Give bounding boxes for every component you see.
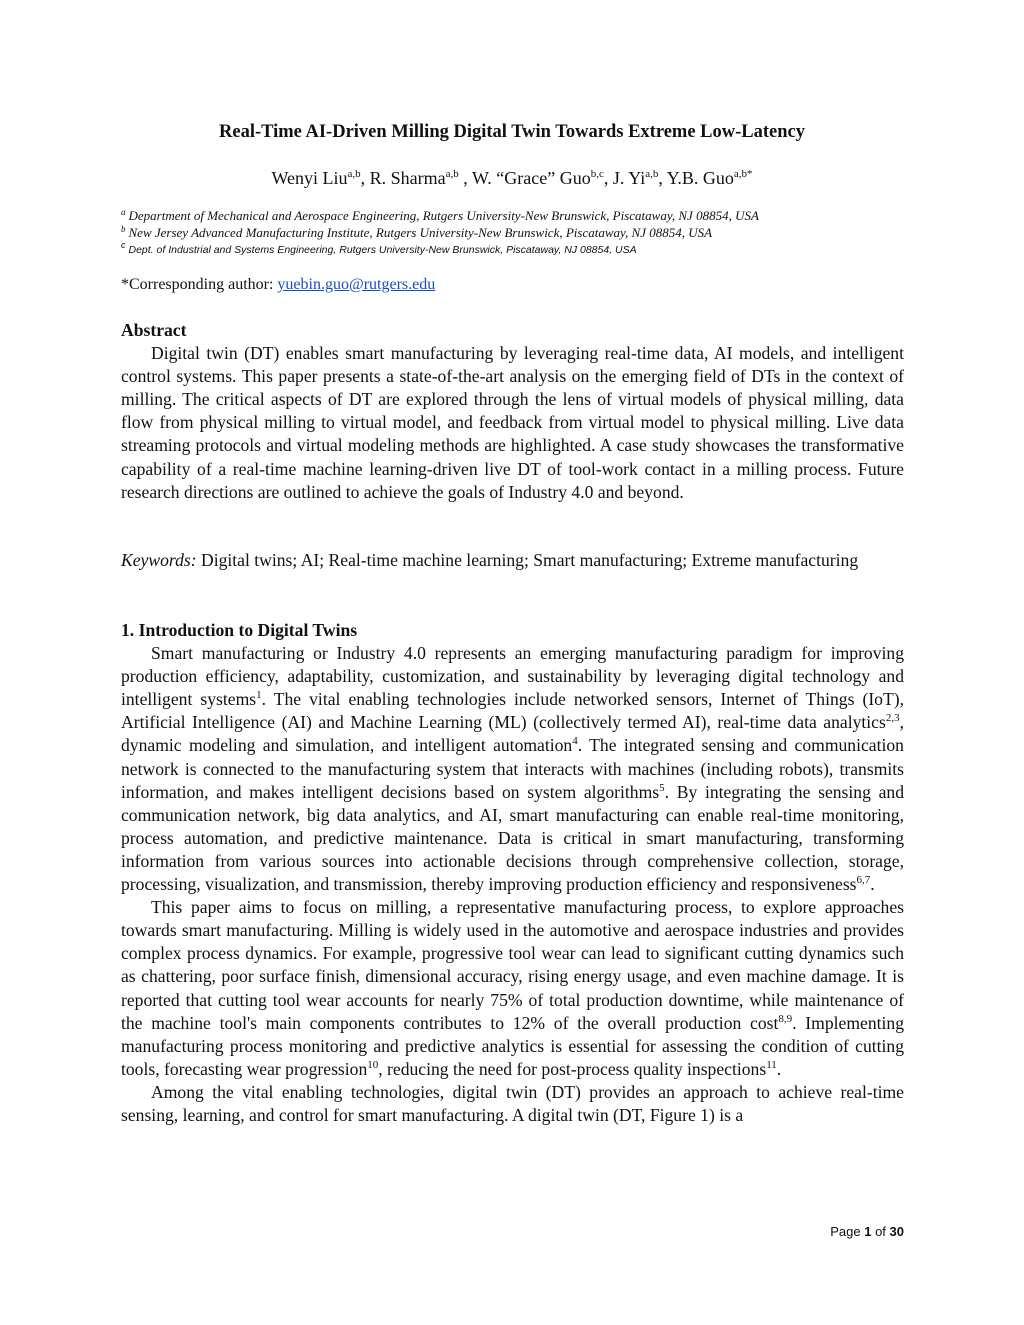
abstract-section — [121, 319, 904, 504]
citation: 8,9 — [778, 1012, 793, 1025]
citation: 10 — [367, 1058, 379, 1071]
section-heading: 1. Introduction to Digital Twins — [121, 620, 358, 640]
author-name: Y.B. Guo — [666, 168, 734, 188]
author-list: Wenyi Liu$^{a,b}$, R. Sharma$^{a,b}$ , W. “Grace” Guo$^{b,c}$, J. Yi$^{a,b}$, Y.B. Guo$^{a,b*}$ — [271, 168, 753, 188]
author-affiliation-mark: a,b — [445, 168, 459, 180]
paragraph-1: Smart manufacturing or Industry 4.0 represents an emerging manufacturing paradigm for improving production efficiency, adaptability, customization, and sustainability by leveraging digital technology and intelligent systems$^1$. The vital enabling technologies include networked sensors, Internet of Things (IoT), Artificial Intelligence (AI) and Machine Learning (ML) (collectively termed AI), real-time data analytics$^{2,3}$, dynamic modeling and simulation, and intelligent automation$^4$. The integrated sensing and communication network is connected to the manufacturing system that interacts with machines (including robots), transmits information, and makes intelligent decisions based on system algorithms$^5$. By integrating the sensing and communication network, big data analytics, and AI, smart manufacturing can enable real-time monitoring, process automation, and predictive maintenance. Data is critical in smart manufacturing, transforming information from various sources into actionable decisions through comprehensive collection, storage, processing, visualization, and transmission, thereby improving production efficiency and responsiveness$^{6,7}$. — [121, 643, 904, 895]
author-name: Wenyi Liu — [271, 168, 348, 188]
keywords — [121, 549, 904, 572]
author-affiliation-mark: a,b — [645, 168, 659, 180]
author-name: J. Yi — [612, 168, 646, 188]
author-name: W. “Grace” Guo — [471, 168, 591, 188]
abstract-heading: Abstract — [121, 320, 187, 340]
affiliation-a: $^a$ Department of Mechanical and Aerospace Engineering, Rutgers University-New Brunswick, Piscataway, NJ 08854, USA — [121, 207, 759, 223]
introduction-section — [121, 619, 904, 1127]
abstract-text: Digital twin (DT) enables smart manufacturing by leveraging real-time data, AI models, and intelligent control systems. This paper presents a state-of-the-art analysis on the emerging field of DTs in the context of milling. The critical aspects of DT are explored through the lens of virtual models of physical milling, data flow from physical milling to virtual model, and feedback from virtual model to physical milling. Live data streaming protocols and virtual modeling methods are highlighted. A case study showcases the transformative capability of a real-time machine learning-driven live DT of tool-work contact in a milling process. Future research directions are outlined to achieve the goals of Industry 4.0 and beyond. — [121, 343, 904, 502]
citation: 11 — [766, 1058, 777, 1071]
paragraph-2: This paper aims to focus on milling, a representative manufacturing process, to explore approaches towards smart manufacturing. Milling is widely used in the automotive and aerospace industries and provides complex process dynamics. For example, progressive tool wear can lead to significant cutting dynamics such as chattering, poor surface finish, dimensional accuracy, rising energy usage, and even machine damage. It is reported that cutting tool wear accounts for nearly 75% of total production downtime, while maintenance of the machine tool's main components contributes to 12% of the overall production cost$^{8,9}$. Implementing manufacturing process monitoring and predictive analytics is essential for assessing the condition of cutting tools, forecasting wear progression$^{10}$, reducing the need for post-process quality inspections$^{11}$. — [121, 897, 904, 1079]
paper-title: Real-Time AI-Driven Milling Digital Twin Towards Extreme Low-Latency — [219, 122, 805, 142]
author-affiliation-mark: a,b* — [733, 168, 753, 180]
author-name: R. Sharma — [369, 168, 446, 188]
citation: 6,7 — [856, 874, 871, 887]
paragraph-3: Among the vital enabling technologies, digital twin (DT) provides an approach to achieve real-time sensing, learning, and control for smart manufacturing. A digital twin (DT, Figure 1) is a — [121, 1081, 904, 1125]
author-affiliation-mark: b,c — [590, 168, 604, 180]
page-number: Page 1 of 30 — [830, 1224, 904, 1239]
email-link[interactable]: yuebin.guo@rutgers.edu — [277, 276, 436, 293]
affiliation-b: $^b$ New Jersey Advanced Manufacturing Institute, Rutgers University-New Brunswick, Piscataway, NJ 08854, USA — [121, 224, 713, 240]
citation: 1 — [256, 689, 262, 702]
corresponding-author: *Corresponding author: yuebin.guo@rutgers.edu — [121, 276, 436, 293]
citation: 5 — [659, 781, 665, 794]
keywords-text: Digital twins; AI; Real-time machine learning; Smart manufacturing; Extreme manufacturing — [196, 550, 859, 570]
affiliation-c: $^c$ Dept. of Industrial and Systems Engineering, Rutgers University-New Brunswick, Piscataway, NJ 08854, USA — [121, 240, 637, 256]
citation: 2,3 — [885, 712, 900, 725]
author-affiliation-mark: a,b — [347, 168, 361, 180]
citation: 4 — [572, 735, 578, 748]
keywords-label: Keywords: — [121, 550, 197, 570]
